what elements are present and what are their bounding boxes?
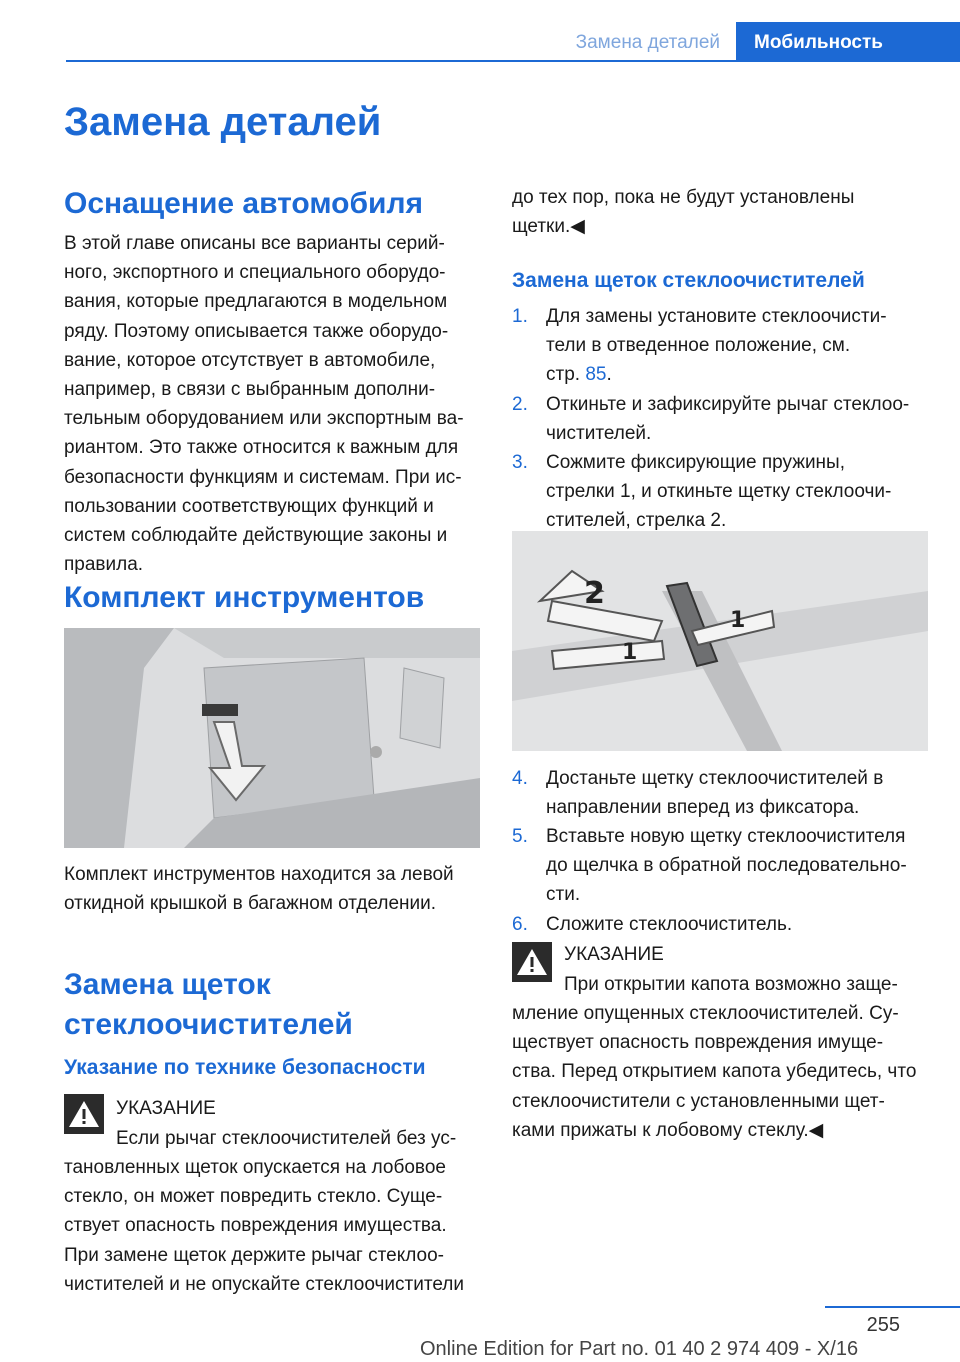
step-item <box>512 390 932 448</box>
safety-heading: Указание по технике безопасности <box>64 1056 426 1079</box>
step-item <box>512 822 932 910</box>
warning-icon <box>512 942 552 982</box>
step-number: 6. <box>512 914 528 935</box>
arrow-label-2: 2 <box>584 576 605 611</box>
wiper-heading: Замена щеток стеклоочистителей <box>64 968 353 1041</box>
edition-footer: Online Edition for Part no. 01 40 2 974 409 - X/16 <box>420 1338 859 1360</box>
step-number: 1. <box>512 306 528 327</box>
page-number: 255 <box>866 1314 900 1336</box>
toolkit-text: Комплект инструментов находится за левой откидной крышкой в багажном отделении. <box>64 864 454 915</box>
trunk-toolkit-image <box>64 628 480 848</box>
step-text: Достаньте щетку стеклоочистителей в направлении вперед из фиксатора. <box>546 768 884 819</box>
warning-text-first-line: При открытии капота возможно заще- <box>564 974 898 995</box>
step-number: 4. <box>512 768 528 789</box>
step-text: Сложите стеклоочиститель. <box>546 914 793 935</box>
equipment-heading: Оснащение автомобиля <box>64 187 424 220</box>
step-text: Вставьте новую щетку стеклоочистителя до щелчка в обратной последовательно- сти. <box>546 826 907 906</box>
step-number: 5. <box>512 826 528 847</box>
steps-list-a <box>512 302 932 536</box>
step-text: Сожмите фиксирующие пружины, стрелки 1, и откиньте щетку стеклоочи- стителей, стрелка 2. <box>546 452 892 532</box>
steps-list-b <box>512 764 932 940</box>
warning-text: мление опущенных стеклоочистителей. Су- ществует опасность повреждения имуще- ства. Перед открытием капота убедитесь, что стеклоочистители с установленными щет- ками прижаты к лобовому стеклу.◀ <box>512 1003 917 1141</box>
replace-wiper-heading: Замена щеток стеклоочистителей <box>512 269 865 292</box>
toolkit-heading: Комплект инструментов <box>64 581 425 614</box>
page-title: Замена деталей <box>64 100 382 144</box>
wiper-blade-image <box>512 531 928 751</box>
step-number: 2. <box>512 394 528 415</box>
arrow-label-1b: 1 <box>622 640 638 665</box>
continuation-text: до тех пор, пока не будут установлены щетки.◀ <box>512 187 855 238</box>
step-text: Откиньте и зафиксируйте рычаг стеклоо- чистителей. <box>546 394 910 445</box>
header-rule <box>66 60 960 62</box>
equipment-text: В этой главе описаны все варианты серий- ного, экспортного и специального оборудо- вания, которые предлагаются в модельном ряду. Поэтому описывается также оборудо- вание, которое отсутствует в автомобиле, например, в связи с выбранным дополни- тельным оборудованием или экспортным ва- риантом. Это также относится к важным для безопасности функциям и системам. При ис- пользовании соответствующих функций и систем соблюдайте действующие законы и правила. <box>64 233 464 576</box>
warning-label: УКАЗАНИЕ <box>116 1098 216 1119</box>
header-section-title: Замена деталей <box>575 32 720 53</box>
warning-text: тановленных щеток опускается на лобовое стекло, он может повредить стекло. Суще- ствует опасность повреждения имущества. При замене щеток держите рычаг стеклоо- чистителей и не опускайте стеклоочистители <box>64 1157 464 1295</box>
arrow-label-1a: 1 <box>730 608 746 633</box>
step-item <box>512 764 932 822</box>
step-number: 3. <box>512 452 528 473</box>
page-link[interactable]: 85 <box>585 364 607 386</box>
step-item <box>512 302 932 390</box>
header-chapter-tab: Мобильность <box>736 22 960 62</box>
warning-label: УКАЗАНИЕ <box>564 944 664 965</box>
warning-text-first-line: Если рычаг стеклоочистителей без ус- <box>116 1128 457 1149</box>
step-text: Для замены установите стеклоочисти- тели в отведенное положение, см. стр. 85. <box>546 306 887 386</box>
footer-rule <box>825 1306 960 1308</box>
step-item <box>512 910 932 940</box>
step-item <box>512 448 932 536</box>
warning-icon <box>64 1094 104 1134</box>
